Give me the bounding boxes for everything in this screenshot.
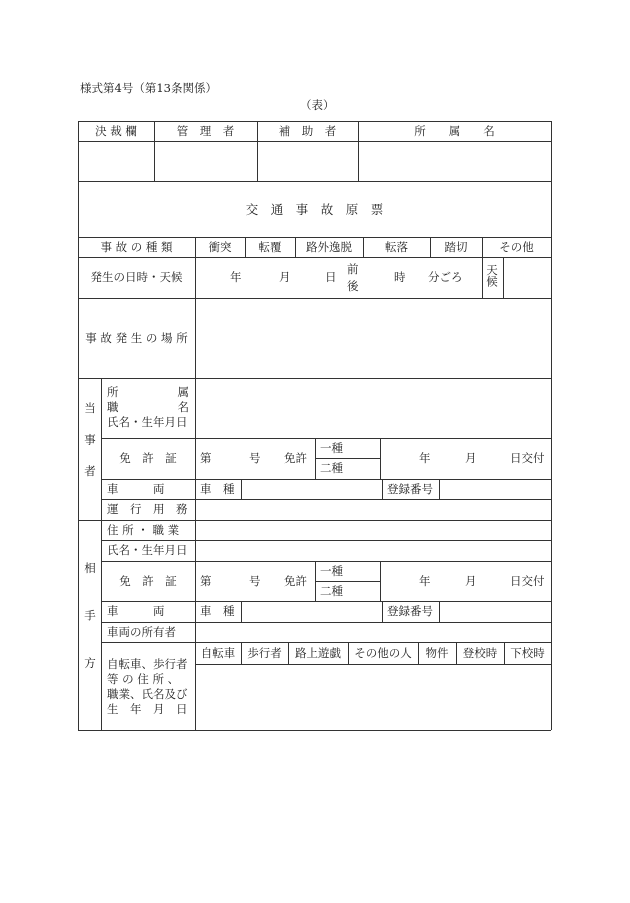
other-vehicle-type-input[interactable]: [242, 602, 382, 622]
accident-type-label: 事 故 の 種 類: [100, 240, 173, 254]
other-issue-month: 月: [465, 574, 477, 588]
other-vehicle-label: 車 両: [107, 604, 165, 618]
other-license-go: 号: [249, 574, 261, 588]
other-section-label: 相手方: [83, 562, 97, 705]
party-issue-month: 月: [465, 451, 477, 465]
party-license-no: 第: [200, 451, 212, 465]
ped-label-line2: 等 の 住 所 、: [107, 672, 180, 686]
hojo-stamp-box[interactable]: [258, 142, 358, 181]
datetime-label: 発生の日時・天候: [90, 270, 183, 284]
party-class1[interactable]: 一種: [320, 441, 343, 455]
type-off-road[interactable]: 路外逸脱: [306, 240, 352, 254]
datetime-pm[interactable]: 後: [347, 279, 359, 293]
kessai-stamp-box[interactable]: [79, 142, 154, 181]
datetime-hour: 時: [394, 270, 406, 284]
datetime-am[interactable]: 前: [347, 262, 359, 276]
location-label: 事 故 発 生 の 場 所: [85, 331, 188, 345]
kessai-label: 決 裁 欄: [95, 124, 137, 138]
location-input[interactable]: [196, 299, 551, 378]
other-reg-no-label: 登録番号: [387, 604, 433, 618]
party-reg-no-input[interactable]: [440, 480, 551, 499]
type-overturn[interactable]: 転覆: [258, 240, 282, 254]
shozoku-input[interactable]: [359, 142, 551, 181]
other-reg-no-input[interactable]: [440, 602, 551, 622]
ped-label-line3: 職業、氏名及び: [107, 687, 188, 701]
party-post-label: 職 名: [107, 400, 189, 414]
party-vehicle-type-label: 車 種: [200, 482, 235, 496]
party-license-word: 免許: [284, 451, 307, 465]
ped-type-to-school[interactable]: 登校時: [462, 646, 498, 660]
datetime-day: 日: [325, 270, 337, 284]
datetime-month: 月: [279, 270, 291, 284]
kanri-label: 管 理 者: [176, 124, 235, 138]
party-reg-no-label: 登録番号: [387, 482, 433, 496]
party-vehicle-type-input[interactable]: [242, 480, 382, 499]
ped-type-from-school[interactable]: 下校時: [510, 646, 545, 660]
ped-type-street-play[interactable]: 路上遊戯: [295, 646, 341, 660]
weather-input[interactable]: [504, 258, 551, 298]
ped-label-line1: 自転車、歩行者: [107, 657, 188, 671]
other-license-no: 第: [200, 574, 212, 588]
type-crossing[interactable]: 踏切: [444, 240, 468, 254]
other-issue-year: 年: [419, 574, 431, 588]
hojo-label: 補 助 者: [278, 124, 337, 138]
other-vehicle-type-label: 車 種: [200, 604, 235, 618]
party-duty-input[interactable]: [196, 500, 551, 520]
ped-type-property[interactable]: 物件: [425, 646, 449, 660]
type-other[interactable]: その他: [499, 240, 534, 254]
other-address-job-input[interactable]: [196, 521, 551, 540]
party-issue-day: 日交付: [510, 451, 545, 465]
party-affiliation-label: 所 属: [107, 385, 189, 399]
party-duty-label: 運 行 用 務: [107, 502, 188, 516]
party-identity-input[interactable]: [196, 379, 551, 438]
shozoku-label: 所 属 名: [414, 124, 495, 138]
kanri-stamp-box[interactable]: [155, 142, 257, 181]
party-license-go: 号: [249, 451, 261, 465]
other-license-word: 免許: [284, 574, 307, 588]
datetime-year: 年: [230, 270, 242, 284]
party-name-birth-label: 氏名・生年月日: [107, 415, 188, 429]
type-fall[interactable]: 転落: [385, 240, 408, 254]
other-issue-day: 日交付: [510, 574, 545, 588]
other-owner-label: 車両の所有者: [107, 625, 176, 639]
type-collision[interactable]: 衝突: [208, 240, 232, 254]
other-name-birth-label: 氏名・生年月日: [107, 543, 188, 557]
party-section-label: 当事者: [83, 402, 97, 497]
party-issue-year: 年: [419, 451, 431, 465]
other-name-birth-input[interactable]: [196, 541, 551, 561]
weather-label: 天候: [485, 264, 499, 287]
ped-type-other-person[interactable]: その他の人: [354, 646, 412, 660]
other-class2[interactable]: 二種: [320, 584, 343, 598]
form-number: 様式第4号（第13条関係）: [80, 81, 217, 95]
ped-label-line4: 生 年 月 日: [107, 702, 188, 716]
ped-details-input[interactable]: [196, 665, 551, 730]
other-address-job-label: 住 所 ・ 職 業: [107, 523, 180, 537]
party-vehicle-label: 車 両: [107, 482, 165, 496]
party-license-label: 免 許 証: [119, 451, 177, 465]
ped-type-bicycle[interactable]: 自転車: [200, 646, 236, 660]
other-owner-input[interactable]: [196, 623, 551, 642]
party-class2[interactable]: 二種: [320, 461, 343, 475]
page-side-label: （表）: [300, 98, 335, 112]
other-class1[interactable]: 一種: [320, 564, 343, 578]
form-title: 交 通 事 故 原 票: [245, 202, 384, 217]
other-license-label: 免 許 証: [119, 574, 177, 588]
datetime-minute: 分ごろ: [428, 270, 463, 284]
ped-type-pedestrian[interactable]: 歩行者: [247, 646, 282, 660]
